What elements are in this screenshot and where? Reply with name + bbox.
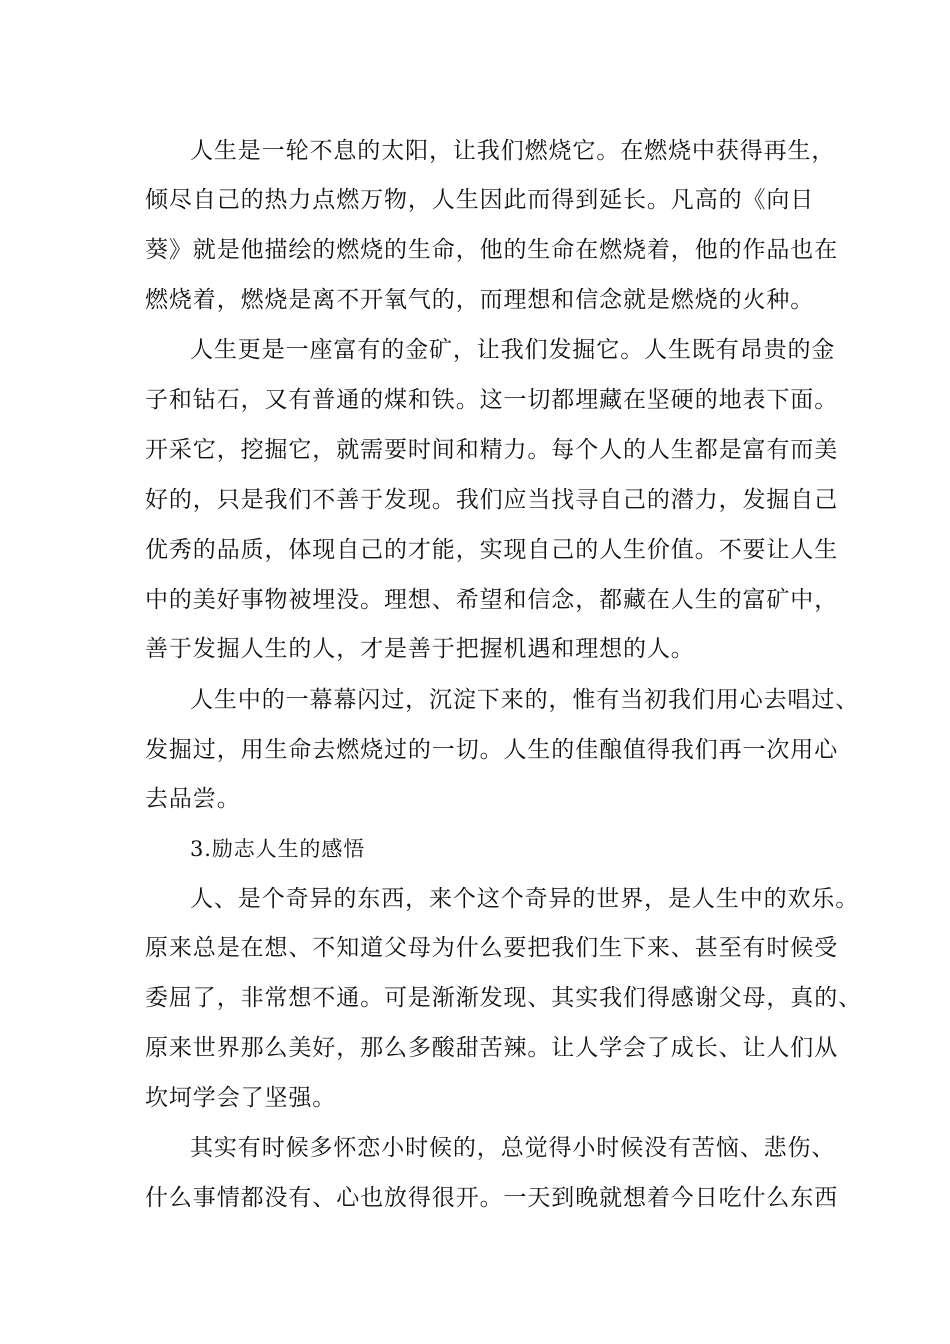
paragraph-4-line-5: 坎坷学会了坚强。 <box>145 1085 337 1111</box>
paragraph-1-line-2: 倾尽自己的热力点燃万物，人生因此而得到延长。凡高的《向日 <box>145 187 815 213</box>
section-heading: 3.励志人生的感悟 <box>190 837 366 861</box>
paragraph-5-line-1: 其实有时候多怀恋小时候的，总觉得小时候没有苦恼、悲伤、 <box>190 1135 836 1161</box>
paragraph-3-line-3: 去品尝。 <box>145 786 241 812</box>
paragraph-2-line-3: 开采它，挖掘它，就需要时间和精力。每个人的人生都是富有而美 <box>145 437 839 463</box>
paragraph-4-line-4: 原来世界那么美好，那么多酸甜苦辣。让人学会了成长、让人们从 <box>145 1035 839 1061</box>
paragraph-1-line-4: 燃烧着，燃烧是离不开氧气的，而理想和信念就是燃烧的火种。 <box>145 287 815 313</box>
paragraph-2-line-5: 优秀的品质，体现自己的才能，实现自己的人生价值。不要让人生 <box>145 537 839 563</box>
paragraph-2-line-4: 好的，只是我们不善于发现。我们应当找寻自己的潜力，发掘自己 <box>145 487 839 513</box>
paragraph-4-line-2: 原来总是在想、不知道父母为什么要把我们生下来、甚至有时候受 <box>145 935 839 961</box>
paragraph-2-line-6: 中的美好事物被埋没。理想、希望和信念，都藏在人生的富矿中， <box>145 587 839 613</box>
paragraph-2-line-1: 人生更是一座富有的金矿，让我们发掘它。人生既有昂贵的金 <box>190 337 836 363</box>
paragraph-4-line-3: 委屈了，非常想不通。可是渐渐发现、其实我们得感谢父母，真的、 <box>145 985 862 1011</box>
paragraph-3-line-2: 发掘过，用生命去燃烧过的一切。人生的佳酿值得我们再一次用心 <box>145 737 839 763</box>
paragraph-3-line-1: 人生中的一幕幕闪过，沉淀下来的，惟有当初我们用心去唱过、 <box>190 687 860 713</box>
paragraph-2-line-7: 善于发掘人生的人，才是善于把握机遇和理想的人。 <box>145 636 695 662</box>
paragraph-5-line-2: 什么事情都没有、心也放得很开。一天到晚就想着今日吃什么东西 <box>145 1185 839 1211</box>
paragraph-2-line-2: 子和钻石，又有普通的煤和铁。这一切都埋藏在坚硬的地表下面。 <box>145 387 839 413</box>
paragraph-4-line-1: 人、是个奇异的东西，来个这个奇异的世界，是人生中的欢乐。 <box>190 886 860 912</box>
paragraph-1-line-1: 人生是一轮不息的太阳，让我们燃烧它。在燃烧中获得再生， <box>190 138 836 164</box>
paragraph-1-line-3: 葵》就是他描绘的燃烧的生命，他的生命在燃烧着，他的作品也在 <box>145 237 839 263</box>
